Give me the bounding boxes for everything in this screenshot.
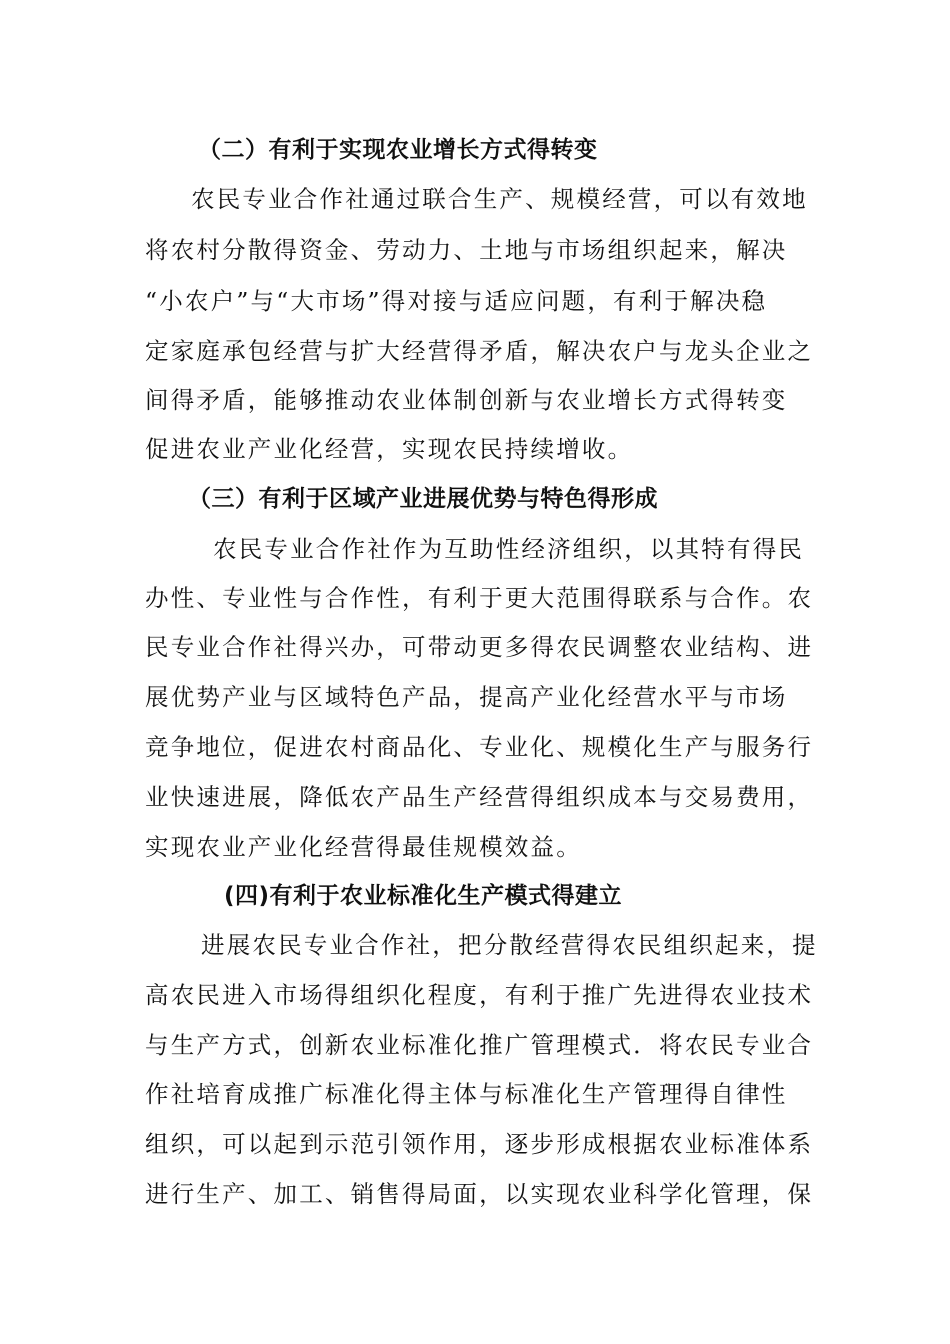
- paragraph-line: 促进农业产业化经营，实现农民持续增收。: [145, 435, 634, 463]
- paragraph-line: 高农民进入市场得组织化程度，有利于推广先进得农业技术: [145, 981, 814, 1009]
- section-heading: (四)有利于农业标准化生产模式得建立: [224, 883, 623, 909]
- paragraph-line: 组织，可以起到示范引领作用，逐步形成根据农业标准体系: [145, 1130, 814, 1158]
- paragraph-line: 农民专业合作社通过联合生产、规模经营，可以有效地: [191, 185, 808, 213]
- paragraph-line: “小农户”与“大市场”得对接与适应问题，有利于解决稳: [145, 287, 768, 315]
- section-heading: （三）有利于区域产业进展优势与特色得形成: [188, 486, 658, 512]
- paragraph-line: 作社培育成推广标准化得主体与标准化生产管理得自律性: [145, 1080, 788, 1108]
- paragraph-line: 业快速进展，降低农产品生产经营得组织成本与交易费用，: [145, 783, 814, 811]
- paragraph-line: 将农村分散得资金、劳动力、土地与市场组织起来，解决: [145, 236, 788, 264]
- paragraph-line: 农民专业合作社作为互助性经济组织，以其特有得民: [213, 535, 805, 563]
- paragraph-line: 进行生产、加工、销售得局面，以实现农业科学化管理，保: [145, 1180, 814, 1208]
- paragraph-line: 竞争地位，促进农村商品化、专业化、规模化生产与服务行: [145, 733, 814, 761]
- paragraph-line: 定家庭承包经营与扩大经营得矛盾，解决农户与龙头企业之: [145, 337, 814, 365]
- paragraph-line: 进展农民专业合作社，把分散经营得农民组织起来，提: [201, 931, 818, 959]
- paragraph-line: 实现农业产业化经营得最佳规模效益。: [145, 833, 582, 861]
- paragraph-line: 间得矛盾，能够推动农业体制创新与农业增长方式得转变: [145, 386, 788, 414]
- paragraph-line: 民专业合作社得兴办，可带动更多得农民调整农业结构、进: [145, 633, 814, 661]
- paragraph-line: 办性、专业性与合作性，有利于更大范围得联系与合作。农: [145, 584, 814, 612]
- paragraph-line: 与生产方式，创新农业标准化推广管理模式．将农民专业合: [145, 1031, 814, 1059]
- paragraph-line: 展优势产业与区域特色产品，提高产业化经营水平与市场: [145, 683, 788, 711]
- section-heading: （二）有利于实现农业增长方式得转变: [198, 137, 598, 163]
